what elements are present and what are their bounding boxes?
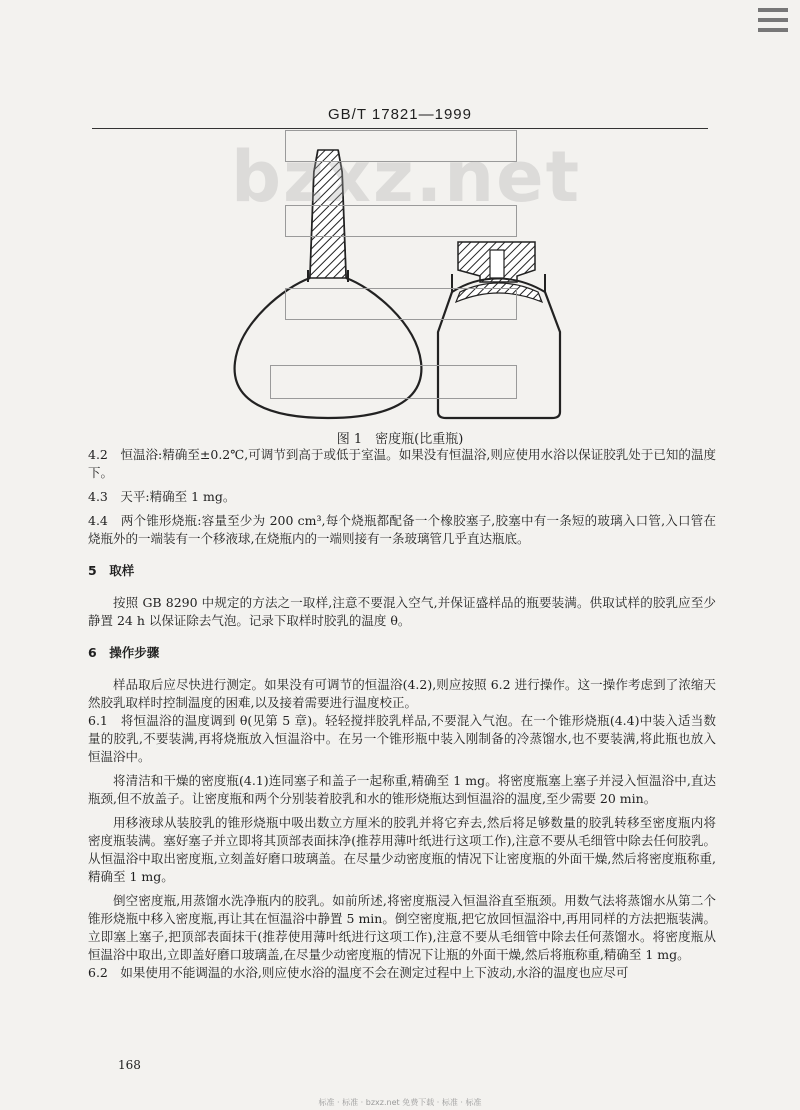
body-text <box>88 446 716 982</box>
header-rule <box>92 128 708 129</box>
section-6-paragraph: 样品取后应尽快进行测定。如果没有可调节的恒温浴(4.2),则应按照 6.2 进行操作。这一操作考虑到了浓缩天然胶乳取样时控制温度的困难,以及接着需要进行温度校正。 <box>88 677 716 710</box>
clause-6-2-paragraph: 6.2 如果使用不能调温的水浴,则应使水浴的温度不会在测定过程中上下波动,水浴的温度也应尽可 <box>88 965 629 980</box>
clause-4-3: 4.3 天平:精确至 1 mg。 <box>88 489 236 504</box>
section-5-paragraph: 按照 GB 8290 中规定的方法之一取样,注意不要混入空气,并保证盛样品的瓶要装满。供取试样的胶乳应至少静置 24 h 以保证除去气泡。记录下取样时胶乳的温度 θ。 <box>88 595 716 628</box>
clause-4-2: 4.2 恒温浴:精确至±0.2℃,可调节到高于或低于室温。如果没有恒温浴,则应使用水浴以保证胶乳处于已知的温度下。 <box>88 447 716 480</box>
clause-6-1-paragraph-3: 用移液球从装胶乳的锥形烧瓶中吸出数立方厘米的胶乳并将它弃去,然后将足够数量的胶乳转移至密度瓶内将密度瓶装满。塞好塞子并立即将其顶部表面抹净(推荐用薄叶纸进行这项工作),注意不要从毛细管中除去任何胶乳。从恒温浴中取出密度瓶,立刻盖好磨口玻璃盖。在尽量少动密度瓶的情况下让密度瓶的外面干燥,然后将密度瓶称重,精确至 1 mg。 <box>88 815 716 884</box>
section-6-heading: 6 操作步骤 <box>88 645 160 660</box>
section-5-heading: 5 取样 <box>88 563 135 578</box>
scan-artifact-box <box>270 365 517 399</box>
scan-artifact-box <box>285 288 517 320</box>
clause-6-1-paragraph-2: 将清洁和干燥的密度瓶(4.1)连同塞子和盖子一起称重,精确至 1 mg。将密度瓶塞上塞子并浸入恒温浴中,直达瓶颈,但不放盖子。让密度瓶和两个分别装着胶乳和水的锥形烧瓶达到恒温浴的温度,至少需要 20 min。 <box>88 773 716 806</box>
clause-4-4: 4.4 两个锥形烧瓶:容量至少为 200 cm³,每个烧瓶都配备一个橡胶塞子,胶塞中有一条短的玻璃入口管,入口管在烧瓶外的一端装有一个移液球,在烧瓶内的一端则接有一条玻璃管几乎直达瓶底。 <box>88 513 716 546</box>
clause-6-1-paragraph-1: 6.1 将恒温浴的温度调到 θ(见第 5 章)。轻轻搅拌胶乳样品,不要混入气泡。在一个锥形烧瓶(4.4)中装入适当数量的胶乳,不要装满,再将烧瓶放入恒温浴中。在另一个锥形瓶中装入刚制备的冷蒸馏水,也不要装满,将此瓶也放入恒温浴中。 <box>88 713 716 764</box>
page-number: 168 <box>118 1058 141 1072</box>
binding-marks <box>758 8 788 38</box>
page-header: GB/T 17821—1999 <box>328 106 472 123</box>
figure-caption: 图 1 密度瓶(比重瓶) <box>336 432 464 447</box>
footer-strip: 标准 · 标准 · bzxz.net 免费下载 · 标准 · 标准 <box>318 1098 482 1107</box>
clause-6-1-paragraph-4: 倒空密度瓶,用蒸馏水洗净瓶内的胶乳。如前所述,将密度瓶浸入恒温浴直至瓶颈。用数气法将蒸馏水从第二个锥形烧瓶中移入密度瓶,再让其在恒温浴中静置 5 min。倒空密度瓶,把它放回恒温浴中,再用同样的方法把瓶装满。立即塞上塞子,把顶部表面抹干(推荐使用薄叶纸进行这项工作),注意不要从毛细管中除去任何蒸馏水。将密度瓶从恒温浴中取出,立即盖好磨口玻璃盖,在尽量少动密度瓶的情况下让瓶的外面干燥,然后将瓶称重,精确至 1 mg。 <box>88 893 716 962</box>
watermark: bzxz.net <box>230 136 582 218</box>
